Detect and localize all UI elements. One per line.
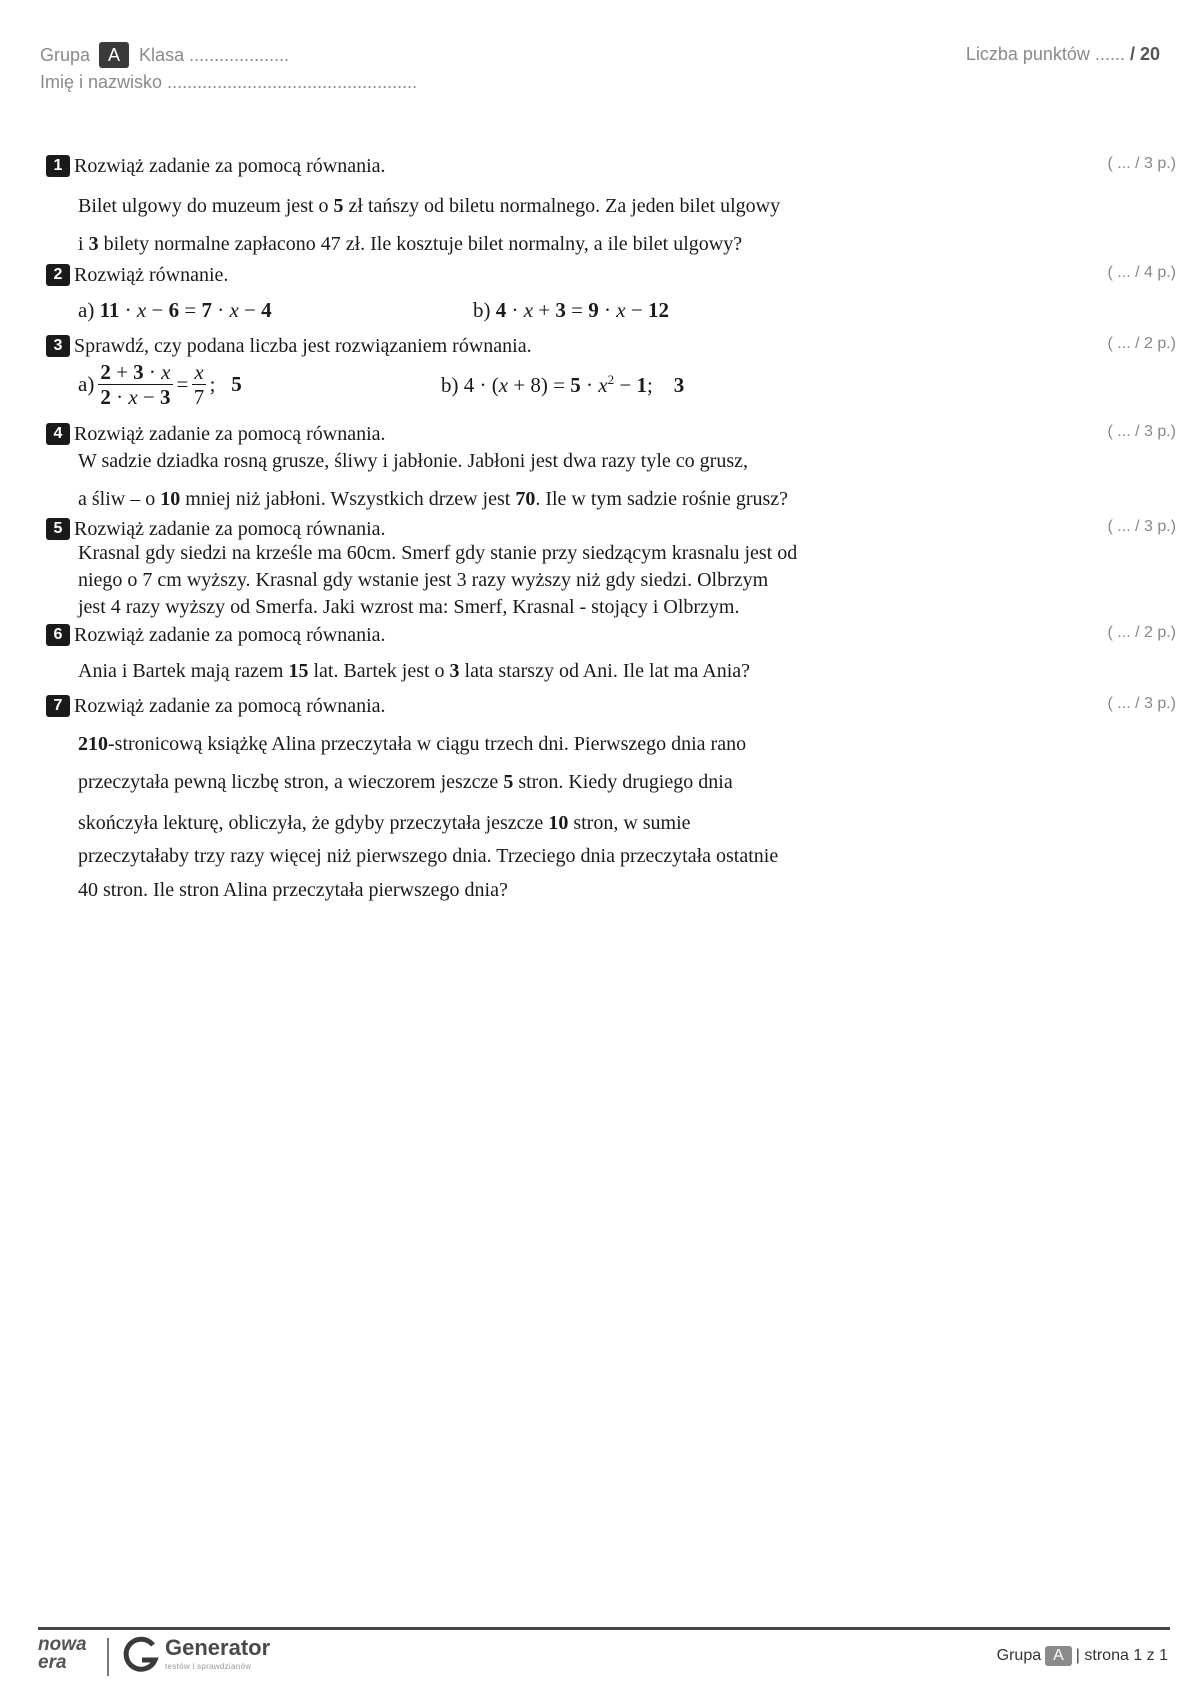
task-number: 7 xyxy=(46,695,70,717)
generator-g-icon xyxy=(122,1636,160,1676)
task-title: Sprawdź, czy podana liczba jest rozwiązaniem równania. xyxy=(74,334,532,357)
task-points: ( ... / 4 p.) xyxy=(1107,264,1176,281)
task-1 xyxy=(46,153,1176,263)
class-field[interactable]: .................... xyxy=(189,44,290,65)
task-line: Bilet ulgowy do muzeum jest o 5 zł tańszy od biletu normalnego. Za jeden bilet ulgowy xyxy=(78,195,781,217)
task-title: Rozwiąż zadanie za pomocą równania. xyxy=(74,694,386,717)
task-body xyxy=(78,442,1176,518)
task-2 xyxy=(46,262,1176,323)
task-4 xyxy=(46,421,1176,518)
task-points: ( ... / 3 p.) xyxy=(1107,695,1176,712)
task-number: 6 xyxy=(46,624,70,646)
task-line: skończyła lekturę, obliczyła, że gdyby przeczytała jeszcze 10 stron, w sumie xyxy=(78,812,691,834)
group-badge: A xyxy=(99,42,129,68)
task-title: Rozwiąż zadanie za pomocą równania. xyxy=(74,422,386,445)
task-line: Ania i Bartek mają razem 15 lat. Bartek jest o 3 lata starszy od Ani. Ile lat ma Ania? xyxy=(78,660,751,682)
task-points: ( ... / 3 p.) xyxy=(1107,518,1176,535)
task-7 xyxy=(46,693,1176,907)
nowa-era-logo: nowa era xyxy=(38,1634,87,1673)
header-name-row xyxy=(40,72,417,93)
equation-row xyxy=(78,298,1176,323)
task-number: 1 xyxy=(46,155,70,177)
class-label: Klasa xyxy=(139,44,185,65)
task-number: 4 xyxy=(46,423,70,445)
check-value: 5 xyxy=(231,372,242,396)
task-6 xyxy=(46,622,1176,690)
points-label: Liczba punktów ...... xyxy=(965,44,1125,64)
task-3 xyxy=(46,333,1176,408)
task-line: a śliw – o 10 mniej niż jabłoni. Wszystkich drzew jest 70. Ile w tym sadzie rośnie grusz? xyxy=(78,488,789,510)
generator-logo-subtitle: testów i sprawdzianów xyxy=(165,1662,252,1671)
task-points: ( ... / 3 p.) xyxy=(1107,155,1176,172)
name-field[interactable]: .................................................. xyxy=(167,72,418,92)
check-value: 3 xyxy=(673,372,685,397)
equation-b: b) $4 \cdot (x + 8) = 5 \cdot x^2 - 1$; 3 xyxy=(441,371,685,397)
equation-row xyxy=(78,361,1176,408)
task-line: Krasnal gdy siedzi na krześle ma 60cm. Smerf gdy stanie przy siedzącym krasnalu jest od xyxy=(78,542,798,564)
footer-page-info xyxy=(997,1646,1168,1666)
task-title: Rozwiąż zadanie za pomocą równania. xyxy=(74,517,386,540)
points-summary xyxy=(860,44,1160,65)
fraction: $\frac{2 + 3 \cdot x}{2 \cdot x - 3}$ xyxy=(100,360,171,409)
page-number: | strona 1 z 1 xyxy=(1075,1647,1168,1664)
task-points: ( ... / 2 p.) xyxy=(1107,624,1176,641)
group-label: Grupa xyxy=(40,44,91,65)
task-line: 40 stron. Ile stron Alina przeczytała pierwszego dnia? xyxy=(78,879,508,901)
header-group-row xyxy=(40,42,289,68)
task-number: 3 xyxy=(46,335,70,357)
task-body xyxy=(78,540,1176,621)
task-points: ( ... / 2 p.) xyxy=(1107,335,1176,352)
name-label: Imię i nazwisko xyxy=(40,72,163,92)
footer-group-label: Grupa xyxy=(996,1647,1042,1664)
task-line: przeczytałaby trzy razy więcej niż pierwszego dnia. Trzeciego dnia przeczytała ostatnie xyxy=(78,845,779,867)
task-body xyxy=(78,652,1176,690)
task-line: 210-stronicową książkę Alina przeczytała w ciągu trzech dni. Pierwszego dnia rano xyxy=(78,733,747,755)
points-total: / 20 xyxy=(1129,44,1160,64)
footer-divider xyxy=(38,1627,1170,1630)
equation-b: b) 4 · x + 3 = 9 · x − 12 xyxy=(473,298,669,322)
task-number: 5 xyxy=(46,518,70,540)
task-line: W sadzie dziadka rosną grusze, śliwy i jabłonie. Jabłoni jest dwa razy tyle co grusz, xyxy=(78,450,748,472)
equation-a: a) $\frac{2 + 3 \cdot x}{2 \cdot x - 3}$ = $\frac{x}{7}$ ; 5 xyxy=(78,360,242,409)
task-title: Rozwiąż zadanie za pomocą równania. xyxy=(74,154,386,177)
task-line: niego o 7 cm wyższy. Krasnal gdy wstanie jest 3 razy wyższy niż gdy siedzi. Olbrzym xyxy=(78,569,769,591)
task-body xyxy=(78,187,1176,263)
task-title: Rozwiąż zadanie za pomocą równania. xyxy=(74,623,386,646)
generator-logo-text: Generator xyxy=(165,1635,271,1660)
logo-separator xyxy=(107,1638,109,1676)
task-number: 2 xyxy=(46,264,70,286)
task-5 xyxy=(46,516,1176,621)
task-title: Rozwiąż równanie. xyxy=(74,263,229,286)
task-line: przeczytała pewną liczbę stron, a wieczorem jeszcze 5 stron. Kiedy drugiego dnia xyxy=(78,771,733,793)
task-points: ( ... / 3 p.) xyxy=(1107,423,1176,440)
footer-group-badge: A xyxy=(1045,1646,1072,1666)
fraction: $\frac{x}{7}$ xyxy=(193,360,205,409)
equation-a: a) 11 · x − 6 = 7 · x − 4 xyxy=(78,298,272,322)
task-line: i 3 bilety normalne zapłacono 47 zł. Ile kosztuje bilet normalny, a ile bilet ulgowy? xyxy=(78,233,743,255)
task-body xyxy=(78,725,1176,907)
task-line: jest 4 razy wyższy od Smerfa. Jaki wzrost ma: Smerf, Krasnal - stojący i Olbrzym. xyxy=(78,596,740,618)
